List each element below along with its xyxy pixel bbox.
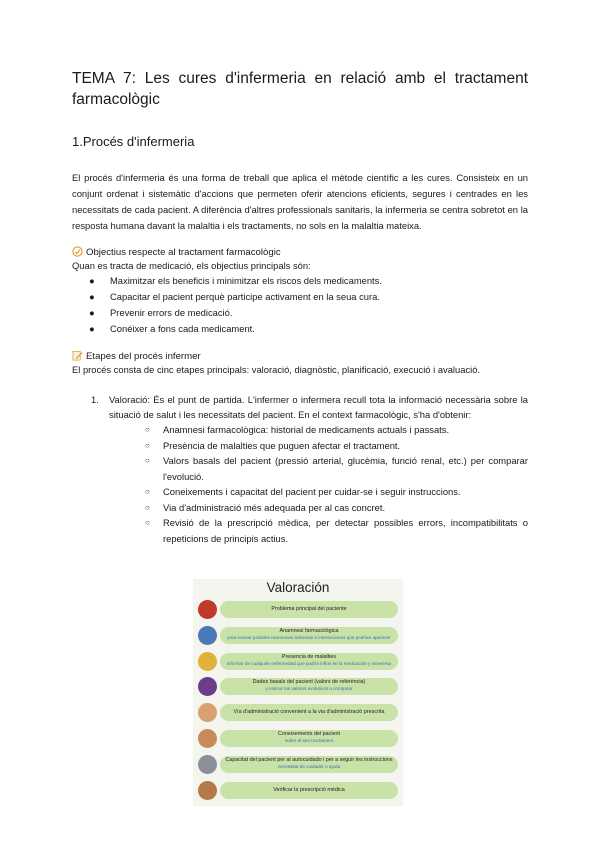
infographic-label: Presencia de malalties — [281, 653, 337, 660]
stages-intro: El procés consta de cinc etapes principals: valoració, diagnòstic, planificació, execució i avaluació. — [72, 364, 481, 375]
objectives-intro: Quan es tracta de medicació, els objectius principals són: — [72, 260, 311, 271]
objectives-list — [72, 273, 528, 337]
infographic-bar — [220, 601, 398, 618]
list-item: ○ Revisió de la prescripció mèdica, per detectar possibles errors, incompatibilitats o repeticions de principis actius. — [145, 517, 528, 544]
list-item: ● Maximitzar els beneficis i minimitzar els riscos dels medicaments. — [89, 275, 382, 286]
infographic-row — [193, 780, 403, 802]
objectives-heading — [72, 246, 528, 259]
step-number: 1. — [91, 394, 99, 405]
infographic-row — [193, 676, 403, 698]
infographic-label: Verificar la prescripció mèdica — [273, 786, 345, 793]
target-icon — [72, 246, 83, 257]
stages-heading — [72, 350, 528, 363]
page-title: TEMA 7: Les cures d'infermeria en relació amb el tractament farmacològic — [72, 70, 528, 108]
document-page — [72, 68, 528, 546]
infographic-bar — [220, 756, 398, 773]
infographic-bar — [220, 627, 398, 644]
infographic-bar — [220, 704, 398, 721]
memo-pencil-icon — [72, 350, 83, 361]
infographic-bar — [220, 782, 398, 799]
list-item: ○ Coneixements i capacitat del pacient per cuidar-se i seguir instruccions. — [145, 486, 461, 497]
list-item: ○ Anamnesi farmacològica: historial de medicaments actuals i passats. — [145, 424, 450, 435]
infographic-label: Vía d'administració convenient a la via d'administració prescrita — [233, 709, 385, 716]
infographic-row — [193, 754, 403, 776]
intro-paragraph: El procés d'infermeria és una forma de treball que aplica el mètode científic a les cures. Consisteix en un conjunt ordenat i sistemàtic d'accions que permeten oferir atencions eficients, segures i centrades en les necessitats de cada pacient. A diferència d'altres professionals sanitaris, la infermeria se centra sobretot en la resposta humana davant la malaltia i els tractaments, no sols en la malaltia mateixa. — [72, 172, 528, 231]
infographic-row — [193, 599, 403, 621]
infographic-label: Problema principal del paciente — [271, 606, 347, 612]
infographic-bar — [220, 678, 398, 695]
avatar-icon — [198, 652, 217, 671]
list-item: ○ Valors basals del pacient (pressió arterial, glucèmia, funció renal, etc.) per comparar l'evolució. — [145, 455, 528, 482]
list-item: ○ Via d'administració més adequada per al cas concret. — [145, 501, 386, 513]
infographic-row — [193, 651, 403, 673]
valoracion-infographic — [193, 579, 403, 806]
infographic-row — [193, 625, 403, 647]
avatar-icon — [198, 677, 217, 696]
infographic-row — [193, 702, 403, 724]
infographic-label: Anamnesi farmacológica — [279, 627, 339, 634]
stages-heading-text: Etapes del procés infermer — [86, 351, 201, 362]
infographic-sublabel: informar de cualquier enfermedad que podría influir en la medicación y viceversa — [226, 660, 392, 666]
step-text: Valoració: És el punt de partida. L'infermer o infermera recull tota la informació necessària sobre la situació de salut i les necessitats del pacient. En el context farmacològic, s'ha d'obtenir: — [109, 394, 528, 420]
avatar-icon — [198, 755, 217, 774]
infographic-bar — [220, 730, 398, 747]
list-item: ○ Presència de malalties que puguen afectar el tractament. — [145, 439, 401, 451]
infographic-bar — [220, 653, 398, 670]
avatar-icon — [198, 600, 217, 619]
infographic-sublabel: sobre el seu tractament — [284, 738, 333, 743]
infographic-label: Capacitat del pacient per al autocuidado i per a seguir les instruccions — [225, 756, 393, 763]
infographic-label: Coneixements del pacient — [277, 731, 341, 737]
infographic-title: Valoración — [266, 580, 330, 595]
infographic-sublabel: para revisar posibles reacciones adversas e interacciones que podrían aparecer — [227, 634, 391, 640]
step-valoracio — [72, 392, 528, 422]
avatar-icon — [198, 703, 217, 722]
avatar-icon — [198, 626, 217, 645]
section-heading: 1.Procés d'infermeria — [72, 134, 195, 149]
list-item: ● Capacitar el pacient perquè participe activament en la seua cura. — [89, 291, 380, 302]
infographic-sublabel: y valorar los valores evolutivos a comparar — [265, 686, 353, 692]
list-item: ● Conéixer a fons cada medicament. — [89, 323, 255, 334]
avatar-icon — [198, 729, 217, 748]
infographic-label: Dades basals del pacient (valors de referència) — [252, 679, 366, 686]
valoracio-sublist — [72, 422, 528, 546]
avatar-icon — [198, 781, 217, 800]
infographic-row — [193, 728, 403, 750]
list-item: ● Prevenir errors de medicació. — [89, 307, 233, 318]
objectives-heading-text: Objectius respecte al tractament farmacològic — [86, 247, 281, 258]
infographic-sublabel: necessitat de cuidador o ajuda — [277, 763, 341, 769]
